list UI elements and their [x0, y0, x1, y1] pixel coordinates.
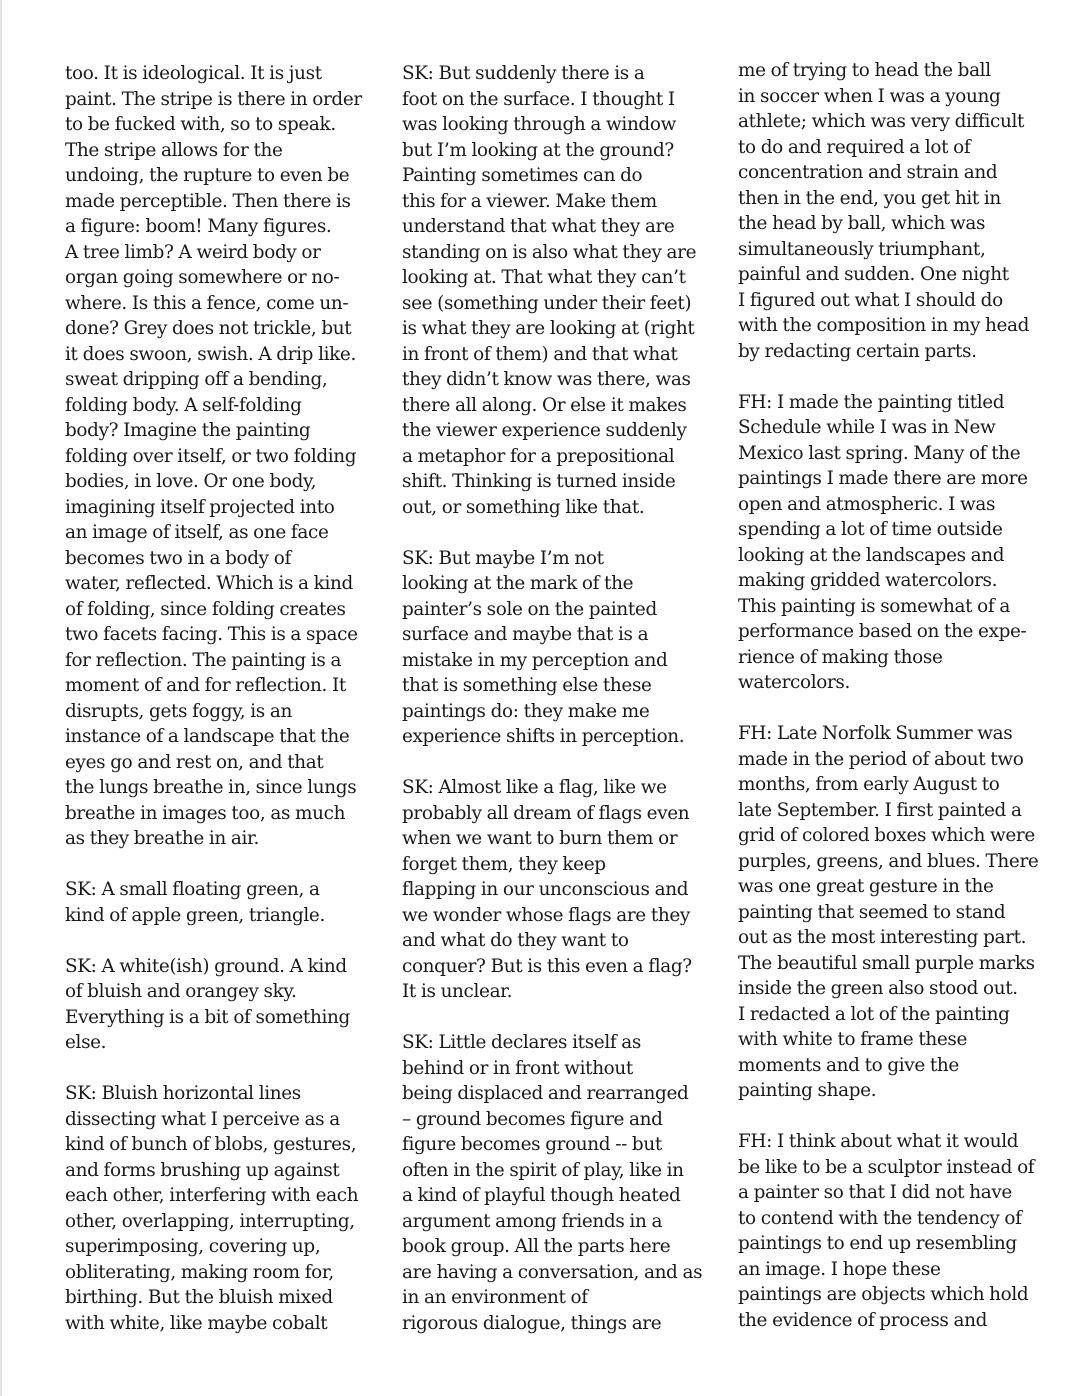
text-line: conquer? But is this even a flag?: [402, 955, 692, 977]
text-line: FH: Late Norfolk Summer was: [738, 723, 1013, 744]
text-line: the evidence of process and: [738, 1309, 988, 1331]
text-line: looking at the mark of the: [402, 573, 634, 594]
text-line: being displaced and rearranged: [402, 1083, 689, 1104]
text-line: SK: But maybe I’m not: [402, 547, 604, 569]
text-line: superimposing, covering up,: [65, 1236, 321, 1257]
text-line: the lungs breathe in, since lungs: [65, 777, 357, 798]
text-line: rience of making those: [738, 646, 943, 668]
text-line: behind or in front without: [402, 1057, 633, 1079]
text-line: to do and required a lot of: [738, 136, 971, 158]
text-line: of bluish and orangey sky.: [65, 981, 297, 1002]
text-line: made in the period of about two: [738, 748, 1024, 770]
text-line: inside the green also stood out.: [738, 978, 1018, 999]
text-line: of folding, since folding creates: [65, 598, 346, 620]
text-line: It is unclear.: [402, 981, 513, 1002]
text-line: disrupts, gets foggy, is an: [65, 700, 292, 722]
text-line: for reflection. The painting is a: [65, 649, 342, 671]
text-line: obliterating, making room for,: [65, 1261, 334, 1283]
text-line: looking at. That what they can’t: [402, 267, 686, 288]
text-line: folding over itself, or two folding: [65, 445, 357, 467]
text-line: surface and maybe that is a: [402, 624, 649, 645]
text-line: a figure: boom! Many figures.: [65, 216, 332, 237]
text-line: making gridded watercolors.: [738, 570, 998, 591]
text-line: open and atmospheric. I was: [738, 493, 996, 515]
text-line: in soccer when I was a young: [738, 85, 1001, 107]
text-line: painting shape.: [738, 1080, 877, 1101]
text-line: Everything is a bit of something: [65, 1006, 350, 1028]
text-line: figure becomes ground -- but: [402, 1134, 662, 1155]
text-line: – ground becomes figure and: [402, 1108, 663, 1130]
text-line: the viewer experience suddenly: [402, 420, 687, 441]
text-line: experience shifts in perception.: [402, 726, 685, 747]
text-line: The beautiful small purple marks: [738, 952, 1035, 974]
paragraph: [402, 1030, 702, 1336]
text-line: me of trying to head the ball: [738, 60, 991, 81]
text-line: paintings are objects which hold: [738, 1284, 1029, 1305]
text-line: The stripe allows for the: [65, 139, 283, 161]
text-line: we wonder whose flags are they: [402, 904, 690, 926]
text-line: concentration and strain and: [738, 162, 998, 183]
paragraph: [65, 954, 365, 1056]
text-line: folding body. A self-folding: [65, 394, 302, 416]
text-line: undoing, the rupture to even be: [65, 165, 350, 186]
text-line: kind of apple green, triangle.: [65, 904, 325, 926]
text-line: breathe in images too, as much: [65, 802, 346, 824]
text-line: dissecting what I perceive as a: [65, 1108, 340, 1130]
text-line: Painting sometimes can do: [402, 165, 643, 186]
text-line: an image of itself, as one face: [65, 522, 329, 543]
text-column-3: [738, 58, 1048, 1333]
text-line: with the composition in my head: [738, 315, 1030, 336]
text-line: else.: [65, 1032, 107, 1053]
text-line: other, overlapping, interrupting,: [65, 1210, 355, 1232]
text-line: late September. I first painted a: [738, 799, 1022, 821]
text-line: shift. Thinking is turned inside: [402, 471, 676, 492]
text-line: done? Grey does not trickle, but: [65, 318, 352, 339]
text-line: watercolors.: [738, 672, 850, 693]
text-line: this for a viewer. Make them: [402, 190, 657, 212]
paragraph: [65, 877, 365, 928]
text-line: performance based on the expe-: [738, 621, 1027, 642]
text-line: forget them, they keep: [402, 853, 606, 875]
text-line: foot on the surface. I thought I: [402, 88, 675, 110]
text-line: was looking through a window: [402, 114, 676, 135]
text-line: that is something else these: [402, 675, 652, 696]
text-line: moment of and for reflection. It: [65, 675, 346, 696]
text-line: looking at the landscapes and: [738, 544, 1005, 566]
text-line: months, from early August to: [738, 774, 1000, 795]
text-line: out as the most interesting part.: [738, 927, 1027, 948]
text-line: eyes go and rest on, and that: [65, 751, 324, 773]
text-line: a painter so that I did not have: [738, 1182, 1012, 1203]
text-line: bodies, in love. Or one body,: [65, 471, 317, 492]
text-line: paintings do: they make me: [402, 700, 650, 722]
text-line: made perceptible. Then there is: [65, 190, 351, 212]
text-line: see (something under their feet): [402, 292, 692, 314]
text-line: I redacted a lot of the painting: [738, 1003, 1010, 1025]
text-line: grid of colored boxes which were: [738, 825, 1035, 846]
text-line: This painting is somewhat of a: [738, 595, 1010, 617]
text-line: by redacting certain parts.: [738, 340, 977, 362]
text-line: moments and to give the: [738, 1054, 959, 1076]
text-line: where. Is this a fence, come un-: [65, 292, 349, 314]
page-edge: [0, 0, 2, 1396]
text-line: purples, greens, and blues. There: [738, 850, 1039, 872]
text-line: to contend with the tendency of: [738, 1207, 1022, 1229]
text-line: I figured out what I should do: [738, 289, 1003, 311]
text-line: A tree limb? A weird body or: [65, 241, 321, 263]
text-line: each other, interfering with each: [65, 1185, 359, 1206]
text-line: Schedule while I was in New: [738, 417, 996, 438]
text-line: painting that seemed to stand: [738, 901, 1006, 923]
text-line: in an environment of: [402, 1287, 588, 1308]
text-line: is what they are looking at (right: [402, 318, 695, 339]
text-line: with white, like maybe cobalt: [65, 1312, 328, 1334]
text-line: they didn’t know was there, was: [402, 369, 691, 390]
paragraph: [738, 1129, 1048, 1333]
text-column-2: [402, 61, 702, 1336]
paragraph: [738, 390, 1048, 696]
text-line: athlete; which was very difficult: [738, 111, 1025, 132]
text-line: kind of bunch of blobs, gestures,: [65, 1134, 357, 1155]
text-line: with white to frame these: [738, 1029, 968, 1050]
text-line: be like to be a sculptor instead of: [738, 1156, 1035, 1178]
text-line: sweat dripping off a bending,: [65, 369, 328, 390]
text-line: organ going somewhere or no-: [65, 267, 340, 288]
text-line: instance of a landscape that the: [65, 726, 350, 747]
text-line: SK: A white(ish) ground. A kind: [65, 955, 347, 977]
paragraph: [738, 58, 1048, 364]
text-line: to be fucked with, so to speak.: [65, 114, 336, 135]
paragraph: [738, 721, 1048, 1104]
text-line: then in the end, you get hit in: [738, 187, 1001, 209]
text-line: standing on is also what they are: [402, 241, 697, 263]
text-line: the head by ball, which was: [738, 213, 986, 234]
text-line: probably all dream of flags even: [402, 802, 690, 824]
text-line: book group. All the parts here: [402, 1236, 671, 1257]
text-line: two facets facing. This is a space: [65, 624, 358, 645]
text-line: paintings to end up resembling: [738, 1233, 1017, 1254]
text-line: argument among friends in a: [402, 1210, 663, 1232]
text-line: rigorous dialogue, things are: [402, 1312, 662, 1334]
text-line: paintings I made there are more: [738, 468, 1028, 489]
text-line: often in the spirit of play, like in: [402, 1159, 684, 1181]
text-line: SK: Bluish horizontal lines: [65, 1083, 301, 1104]
text-line: birthing. But the bluish mixed: [65, 1287, 333, 1308]
paragraph: [65, 1081, 365, 1336]
text-line: are having a conversation, and as: [402, 1261, 703, 1283]
text-line: imagining itself projected into: [65, 496, 335, 518]
paragraph: [402, 61, 702, 520]
text-line: and what do they want to: [402, 930, 629, 951]
text-line: there all along. Or else it makes: [402, 394, 687, 416]
text-line: too. It is ideological. It is just: [65, 63, 322, 84]
text-line: paint. The stripe is there in order: [65, 88, 362, 110]
text-line: an image. I hope these: [738, 1258, 941, 1280]
text-line: spending a lot of time outside: [738, 519, 1003, 540]
text-line: SK: Almost like a flag, like we: [402, 777, 667, 798]
text-line: SK: But suddenly there is a: [402, 63, 645, 84]
text-line: understand that what they are: [402, 216, 675, 237]
text-line: as they breathe in air.: [65, 828, 259, 849]
text-line: FH: I made the painting titled: [738, 391, 1005, 413]
text-line: mistake in my perception and: [402, 649, 668, 671]
text-line: but I’m looking at the ground?: [402, 139, 674, 161]
paragraph: [65, 61, 365, 852]
text-line: painter’s sole on the painted: [402, 598, 657, 620]
text-line: in front of them) and that what: [402, 343, 678, 365]
text-line: it does swoon, swish. A drip like.: [65, 343, 356, 365]
text-line: painful and sudden. One night: [738, 264, 1009, 285]
text-line: a kind of playful though heated: [402, 1185, 681, 1206]
text-line: SK: A small floating green, a: [65, 879, 320, 900]
paragraph: [402, 546, 702, 750]
text-column-1: [65, 61, 365, 1336]
text-line: body? Imagine the painting: [65, 420, 311, 441]
text-line: out, or something like that.: [402, 496, 645, 518]
text-line: Mexico last spring. Many of the: [738, 442, 1021, 464]
text-line: water, reflected. Which is a kind: [65, 573, 353, 594]
text-line: FH: I think about what it would: [738, 1131, 1019, 1152]
text-line: when we want to burn them or: [402, 828, 678, 849]
text-line: becomes two in a body of: [65, 547, 291, 569]
text-line: simultaneously triumphant,: [738, 238, 986, 260]
text-line: flapping in our unconscious and: [402, 879, 689, 900]
paragraph: [402, 775, 702, 1005]
text-line: and forms brushing up against: [65, 1159, 340, 1181]
text-line: was one great gesture in the: [738, 876, 994, 897]
text-line: a metaphor for a prepositional: [402, 445, 675, 467]
text-line: SK: Little declares itself as: [402, 1032, 642, 1053]
